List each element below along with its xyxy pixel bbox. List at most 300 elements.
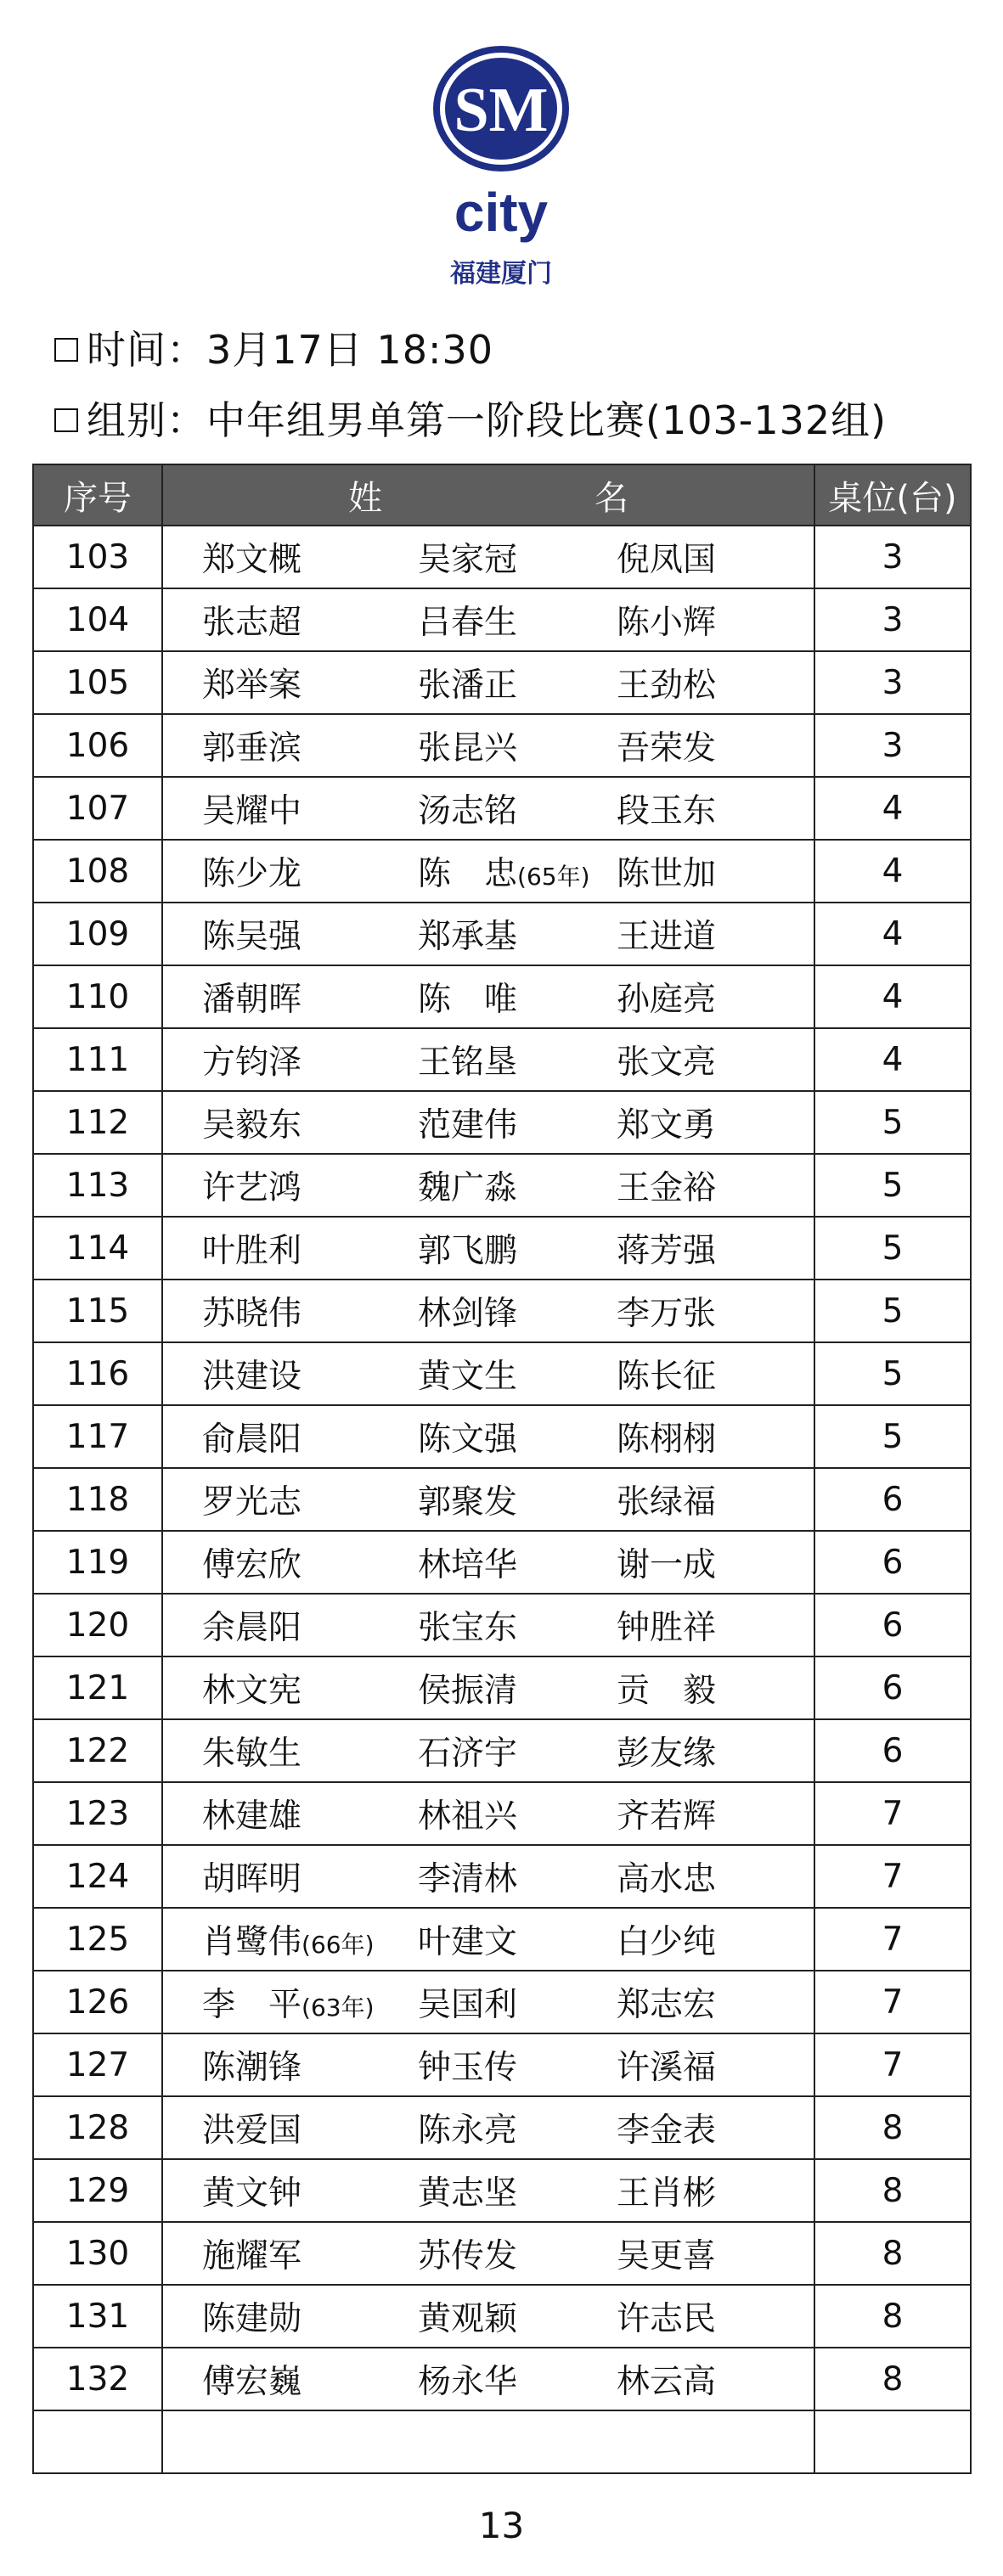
row-seq: 127 xyxy=(33,2033,162,2096)
player-name xyxy=(418,722,517,769)
player-name xyxy=(418,1099,517,1146)
row-table-number: 4 xyxy=(814,903,971,965)
player-name xyxy=(202,1036,301,1083)
player-name-text: 林剑锋 xyxy=(418,1295,518,1333)
player-name-text: 王肖彬 xyxy=(617,2174,717,2213)
player-name xyxy=(202,910,301,958)
checkbox-square-icon xyxy=(54,408,78,432)
player-name xyxy=(418,2230,517,2277)
player-name-text: 罗光志 xyxy=(202,1483,302,1521)
player-name-text: 范建伟 xyxy=(418,1106,518,1145)
table-row xyxy=(33,777,971,840)
player-birth-year-note: (66年) xyxy=(301,1931,375,1959)
player-name-text: 胡晖明 xyxy=(202,1860,302,1898)
table-row xyxy=(33,840,971,903)
player-name xyxy=(418,1790,517,1837)
player-name xyxy=(418,659,517,706)
player-name-text: 肖鹭伟 xyxy=(202,1923,302,1961)
player-name-text: 张绿福 xyxy=(617,1483,717,1521)
player-name xyxy=(617,2292,716,2340)
player-name xyxy=(202,1538,301,1586)
player-name-text: 苏传发 xyxy=(418,2237,518,2275)
player-name-text: 彭友缘 xyxy=(617,1735,717,1773)
table-row xyxy=(33,526,971,588)
group-line xyxy=(54,395,887,446)
player-name xyxy=(418,1350,517,1398)
player-name-text: 吴更喜 xyxy=(617,2237,717,2275)
player-name xyxy=(418,2167,517,2214)
player-name-text: 许志民 xyxy=(617,2300,717,2338)
player-name xyxy=(418,2104,517,2151)
row-table-number: 4 xyxy=(814,777,971,840)
player-name xyxy=(418,1413,517,1460)
row-table-number: 7 xyxy=(814,2033,971,2096)
row-names xyxy=(162,965,814,1028)
player-name-text: 王劲松 xyxy=(617,666,717,705)
player-name xyxy=(202,1790,301,1837)
player-name xyxy=(617,1790,716,1837)
player-name-text: 黄文钟 xyxy=(202,2174,302,2213)
player-name-text: 张昆兴 xyxy=(418,729,518,768)
row-names xyxy=(162,588,814,651)
player-name-text: 陈吴强 xyxy=(202,918,302,956)
row-names xyxy=(162,1342,814,1405)
player-name-text: 蒋芳强 xyxy=(617,1232,717,1270)
row-seq: 129 xyxy=(33,2159,162,2222)
row-table-number: 4 xyxy=(814,1028,971,1091)
player-name xyxy=(202,2355,301,2403)
row-names xyxy=(162,1845,814,1908)
row-names xyxy=(162,651,814,714)
player-name-text: 石济宇 xyxy=(418,1735,518,1773)
player-name xyxy=(202,659,301,706)
player-name xyxy=(418,2355,517,2403)
row-names xyxy=(162,714,814,777)
player-name-text: 林云高 xyxy=(617,2363,717,2401)
player-name xyxy=(418,973,517,1021)
header-seq: 序号 xyxy=(33,464,162,526)
empty-cell xyxy=(814,2410,971,2473)
row-table-number: 6 xyxy=(814,1531,971,1594)
row-seq: 114 xyxy=(33,1217,162,1280)
player-name xyxy=(202,1978,375,2026)
player-name-text: 郭聚发 xyxy=(418,1483,518,1521)
row-names xyxy=(162,2285,814,2348)
row-table-number: 3 xyxy=(814,651,971,714)
row-names xyxy=(162,777,814,840)
player-name xyxy=(418,785,517,832)
player-name xyxy=(617,1538,716,1586)
row-table-number: 8 xyxy=(814,2285,971,2348)
player-name xyxy=(418,1476,517,1523)
table-row xyxy=(33,588,971,651)
player-name xyxy=(418,2292,517,2340)
player-name xyxy=(418,1538,517,1586)
group-text: 组别：中年组男单第一阶段比赛(103-132组) xyxy=(87,397,887,443)
player-birth-year-note: (65年) xyxy=(517,863,590,891)
row-names xyxy=(162,2348,814,2410)
player-name-text: 潘朝晖 xyxy=(202,981,302,1019)
player-name-text: 吴耀中 xyxy=(202,792,302,830)
table-row xyxy=(33,1217,971,1280)
player-name-text: 许溪福 xyxy=(617,2049,717,2087)
player-name-text: 陈 忠 xyxy=(418,855,518,893)
logo-subtitle: 福建厦门 xyxy=(450,259,552,289)
table-row xyxy=(33,1468,971,1531)
table-row xyxy=(33,1782,971,1845)
row-table-number: 8 xyxy=(814,2096,971,2159)
player-name-text: 陈栩栩 xyxy=(617,1420,717,1459)
player-name-text: 王铭垦 xyxy=(418,1043,518,1082)
player-name-text: 林建雄 xyxy=(202,1797,302,1836)
player-name xyxy=(617,2041,716,2089)
player-name-text: 侯振清 xyxy=(418,1672,518,1710)
row-names xyxy=(162,1531,814,1594)
row-names xyxy=(162,903,814,965)
player-name xyxy=(202,1853,301,1900)
player-name xyxy=(418,847,590,895)
player-name-text: 黄志坚 xyxy=(418,2174,518,2213)
time-text: 时间：3月17日 18:30 xyxy=(87,327,493,373)
player-name xyxy=(617,1853,716,1900)
player-name xyxy=(418,1601,517,1649)
player-name xyxy=(617,1224,716,1272)
table-row xyxy=(33,903,971,965)
player-name xyxy=(617,1036,716,1083)
row-table-number: 4 xyxy=(814,840,971,903)
page-number: 13 xyxy=(478,2505,525,2546)
sm-city-logo xyxy=(420,42,582,297)
player-name xyxy=(202,2041,301,2089)
player-name-text: 齐若辉 xyxy=(617,1797,717,1836)
table-row xyxy=(33,1845,971,1908)
player-name-text: 洪建设 xyxy=(202,1358,302,1396)
player-name xyxy=(418,1915,517,1963)
player-name xyxy=(418,1036,517,1083)
player-name xyxy=(202,596,301,644)
player-name-text: 吕春生 xyxy=(418,604,518,642)
player-name xyxy=(617,533,716,581)
row-table-number: 7 xyxy=(814,1908,971,1971)
row-table-number: 6 xyxy=(814,1656,971,1719)
player-name xyxy=(418,1978,517,2026)
table-row xyxy=(33,1719,971,1782)
row-seq: 132 xyxy=(33,2348,162,2410)
row-table-number: 3 xyxy=(814,714,971,777)
player-name-text: 郑文勇 xyxy=(617,1106,717,1145)
player-name-text: 余晨阳 xyxy=(202,1609,302,1647)
row-names xyxy=(162,2033,814,2096)
player-name-text: 陈文强 xyxy=(418,1420,518,1459)
player-name-text: 陈长征 xyxy=(617,1358,717,1396)
row-table-number: 6 xyxy=(814,1594,971,1656)
row-seq: 115 xyxy=(33,1280,162,1342)
player-name-text: 叶胜利 xyxy=(202,1232,302,1270)
player-name-text: 叶建文 xyxy=(418,1923,518,1961)
row-table-number: 5 xyxy=(814,1342,971,1405)
table-row xyxy=(33,2222,971,2285)
player-name xyxy=(617,1978,716,2026)
row-seq: 125 xyxy=(33,1908,162,1971)
row-names xyxy=(162,1028,814,1091)
player-name xyxy=(617,2355,716,2403)
table-row xyxy=(33,1154,971,1217)
table-row xyxy=(33,1908,971,1971)
player-name xyxy=(418,1161,517,1209)
player-name-text: 李清林 xyxy=(418,1860,518,1898)
player-name-text: 吴毅东 xyxy=(202,1106,302,1145)
header-table: 桌位(台) xyxy=(814,464,971,526)
player-name xyxy=(202,1601,301,1649)
player-name-text: 黄文生 xyxy=(418,1358,518,1396)
player-name-text: 魏广淼 xyxy=(418,1169,518,1207)
player-name-text: 孙庭亮 xyxy=(617,981,717,1019)
player-name xyxy=(202,1224,301,1272)
table-row xyxy=(33,1280,971,1342)
player-name xyxy=(418,596,517,644)
row-table-number: 7 xyxy=(814,1845,971,1908)
empty-row xyxy=(33,2410,971,2473)
player-name xyxy=(617,1476,716,1523)
table-header-row xyxy=(33,464,971,526)
row-seq: 118 xyxy=(33,1468,162,1531)
logo-city-text: city xyxy=(454,182,549,243)
player-name-text: 施耀军 xyxy=(202,2237,302,2275)
player-name-text: 洪爱国 xyxy=(202,2112,302,2150)
schedule-table xyxy=(32,464,972,2474)
table-row xyxy=(33,1405,971,1468)
player-name xyxy=(418,1224,517,1272)
row-names xyxy=(162,1782,814,1845)
row-table-number: 6 xyxy=(814,1468,971,1531)
row-seq: 124 xyxy=(33,1845,162,1908)
player-name-text: 吾荣发 xyxy=(617,729,717,768)
player-name xyxy=(617,659,716,706)
row-names xyxy=(162,1971,814,2033)
player-name-text: 高水忠 xyxy=(617,1860,717,1898)
player-name-text: 吴国利 xyxy=(418,1986,518,2024)
row-names xyxy=(162,1154,814,1217)
table-row xyxy=(33,2033,971,2096)
row-seq: 107 xyxy=(33,777,162,840)
player-name xyxy=(418,1664,517,1712)
player-name-text: 谢一成 xyxy=(617,1546,717,1584)
player-name-text: 陈建勋 xyxy=(202,2300,302,2338)
player-name-text: 苏晓伟 xyxy=(202,1295,302,1333)
row-seq: 109 xyxy=(33,903,162,965)
row-seq: 104 xyxy=(33,588,162,651)
player-name-text: 黄观颖 xyxy=(418,2300,518,2338)
row-names xyxy=(162,2159,814,2222)
player-name-text: 林文宪 xyxy=(202,1672,302,1710)
player-name xyxy=(202,722,301,769)
row-names xyxy=(162,2096,814,2159)
player-name xyxy=(418,1287,517,1335)
player-name-text: 郑承基 xyxy=(418,918,518,956)
row-names xyxy=(162,526,814,588)
player-name xyxy=(617,1664,716,1712)
player-name-text: 许艺鸿 xyxy=(202,1169,302,1207)
player-name xyxy=(202,785,301,832)
player-name-text: 陈永亮 xyxy=(418,2112,518,2150)
row-table-number: 8 xyxy=(814,2348,971,2410)
table-row xyxy=(33,1531,971,1594)
player-name xyxy=(202,2104,301,2151)
row-names xyxy=(162,1908,814,1971)
player-name xyxy=(617,2230,716,2277)
table-row xyxy=(33,1594,971,1656)
player-name-text: 张志超 xyxy=(202,604,302,642)
player-name xyxy=(202,1727,301,1775)
header-names xyxy=(162,464,814,526)
player-name-text: 李万张 xyxy=(617,1295,717,1333)
player-name-text: 杨永华 xyxy=(418,2363,518,2401)
checkbox-square-icon xyxy=(54,338,78,362)
player-name xyxy=(202,1287,301,1335)
row-seq: 103 xyxy=(33,526,162,588)
player-name-text: 陈潮锋 xyxy=(202,2049,302,2087)
player-name-text: 郭飞鹏 xyxy=(418,1232,518,1270)
row-seq: 131 xyxy=(33,2285,162,2348)
player-name-text: 方钧泽 xyxy=(202,1043,302,1082)
table-row xyxy=(33,2348,971,2410)
header-surname: 姓 xyxy=(348,478,382,518)
player-name-text: 陈少龙 xyxy=(202,855,302,893)
row-seq: 119 xyxy=(33,1531,162,1594)
table-row xyxy=(33,714,971,777)
row-seq: 106 xyxy=(33,714,162,777)
sm-logo-mark xyxy=(420,42,582,297)
row-table-number: 3 xyxy=(814,526,971,588)
row-seq: 116 xyxy=(33,1342,162,1405)
player-name xyxy=(617,1915,716,1963)
player-name-text: 傅宏欣 xyxy=(202,1546,302,1584)
table-row xyxy=(33,1656,971,1719)
row-table-number: 5 xyxy=(814,1280,971,1342)
player-name xyxy=(202,1413,301,1460)
player-name-text: 朱敏生 xyxy=(202,1735,302,1773)
row-names xyxy=(162,840,814,903)
player-name-text: 汤志铭 xyxy=(418,792,518,830)
player-name-text: 张文亮 xyxy=(617,1043,717,1082)
row-seq: 113 xyxy=(33,1154,162,1217)
player-name-text: 王金裕 xyxy=(617,1169,717,1207)
row-names xyxy=(162,1091,814,1154)
player-name-text: 郭垂滨 xyxy=(202,729,302,768)
player-name-text: 傅宏巍 xyxy=(202,2363,302,2401)
player-name-text: 郑志宏 xyxy=(617,1986,717,2024)
player-name xyxy=(617,973,716,1021)
row-names xyxy=(162,1719,814,1782)
table-row xyxy=(33,1971,971,2033)
row-table-number: 4 xyxy=(814,965,971,1028)
player-name-text: 林祖兴 xyxy=(418,1797,518,1836)
player-name xyxy=(617,1287,716,1335)
player-name xyxy=(617,1099,716,1146)
player-name-text: 钟玉传 xyxy=(418,2049,518,2087)
row-names xyxy=(162,1468,814,1531)
row-seq: 128 xyxy=(33,2096,162,2159)
empty-cell xyxy=(162,2410,814,2473)
player-name xyxy=(202,2292,301,2340)
row-seq: 111 xyxy=(33,1028,162,1091)
row-table-number: 7 xyxy=(814,1971,971,2033)
row-table-number: 3 xyxy=(814,588,971,651)
player-name xyxy=(617,2104,716,2151)
row-names xyxy=(162,1656,814,1719)
player-name xyxy=(202,533,301,581)
table-row xyxy=(33,1028,971,1091)
player-name xyxy=(202,1350,301,1398)
row-table-number: 7 xyxy=(814,1782,971,1845)
player-name-text: 段玉东 xyxy=(617,792,717,830)
table-row xyxy=(33,2159,971,2222)
player-name xyxy=(202,973,301,1021)
player-name-text: 王进道 xyxy=(617,918,717,956)
player-name xyxy=(617,722,716,769)
player-name xyxy=(202,2167,301,2214)
player-name xyxy=(202,1915,375,1963)
header-given: 名 xyxy=(594,478,628,518)
empty-cell xyxy=(33,2410,162,2473)
player-name xyxy=(617,2167,716,2214)
row-seq: 123 xyxy=(33,1782,162,1845)
player-name-text: 吴家冠 xyxy=(418,541,518,579)
table-row xyxy=(33,1091,971,1154)
player-name xyxy=(617,785,716,832)
table-row xyxy=(33,651,971,714)
player-name-text: 倪凤国 xyxy=(617,541,717,579)
player-name-text: 郑文概 xyxy=(202,541,302,579)
player-name xyxy=(617,1601,716,1649)
sm-logo-text: SM xyxy=(454,76,549,145)
player-name-text: 俞晨阳 xyxy=(202,1420,302,1459)
player-name xyxy=(202,1476,301,1523)
player-name xyxy=(418,2041,517,2089)
time-line xyxy=(54,324,493,375)
row-seq: 121 xyxy=(33,1656,162,1719)
player-name-text: 李金表 xyxy=(617,2112,717,2150)
player-name xyxy=(617,910,716,958)
row-names xyxy=(162,2222,814,2285)
player-name-text: 郑举案 xyxy=(202,666,302,705)
player-name-text: 陈小辉 xyxy=(617,604,717,642)
player-name xyxy=(617,1161,716,1209)
player-name-text: 贡 毅 xyxy=(617,1672,717,1710)
player-name xyxy=(202,1161,301,1209)
player-name-text: 白少纯 xyxy=(617,1923,717,1961)
player-name xyxy=(202,847,301,895)
row-names xyxy=(162,1594,814,1656)
player-name-text: 张潘正 xyxy=(418,666,518,705)
player-name xyxy=(617,847,716,895)
player-birth-year-note: (63年) xyxy=(301,1994,375,2022)
player-name-text: 林培华 xyxy=(418,1546,518,1584)
player-name xyxy=(418,1853,517,1900)
table-row xyxy=(33,2285,971,2348)
player-name xyxy=(418,533,517,581)
player-name xyxy=(617,1727,716,1775)
row-table-number: 5 xyxy=(814,1217,971,1280)
player-name-text: 李 平 xyxy=(202,1986,302,2024)
row-seq: 130 xyxy=(33,2222,162,2285)
player-name xyxy=(202,2230,301,2277)
player-name xyxy=(617,1350,716,1398)
row-seq: 122 xyxy=(33,1719,162,1782)
player-name xyxy=(617,596,716,644)
row-names xyxy=(162,1405,814,1468)
table-row xyxy=(33,965,971,1028)
